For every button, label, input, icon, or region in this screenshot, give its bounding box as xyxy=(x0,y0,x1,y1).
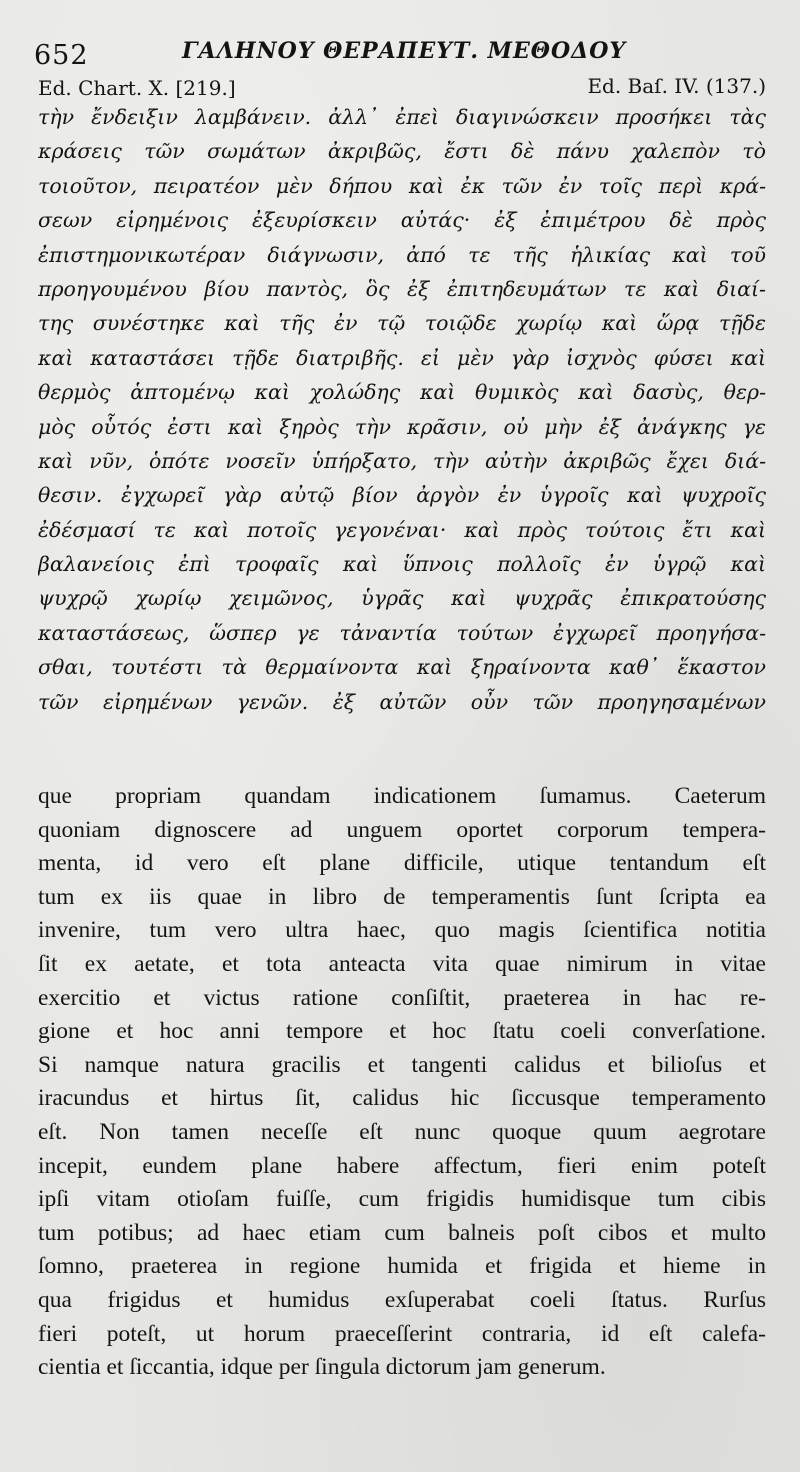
edition-reference-chartier: Ed. Chart. X. [219.] xyxy=(38,76,236,100)
greek-text-line: καταστάσεως, ὥσπερ γε τἀναντία τούτων ἐγχωρεῖ προηγήσα- xyxy=(38,620,766,645)
greek-text-line: σεων εἰρημένοις ἐξευρίσκειν αὐτάς· ἐξ ἐπιμέτρου δὲ πρὸς xyxy=(38,208,766,233)
greek-text-line: θεσιν. ἐγχωρεῖ γὰρ αὐτῷ βίον ἀργὸν ἐν ὑγροῖς καὶ ψυχροῖς xyxy=(38,483,766,508)
latin-text-line: eſt. Non tamen neceſſe eſt nunc quoque quum aegrotare xyxy=(38,1118,766,1145)
latin-text-line: tum potibus; ad haec etiam cum balneis poſt cibos et multo xyxy=(38,1219,766,1246)
edition-reference-basel: Ed. Baſ. IV. (137.) xyxy=(587,74,766,98)
greek-text-line: βαλανείοις ἐπὶ τροφαῖς καὶ ὕπνοις πολλοῖς ἐν ὑγρῷ καὶ xyxy=(38,552,766,577)
page-number: 652 xyxy=(34,40,89,71)
greek-text-line: τῶν εἰρημένων γενῶν. ἐξ αὐτῶν οὖν τῶν προηγησαμένων xyxy=(38,689,766,714)
latin-text-line: ſomno, praeterea in regione humida et frigida et hieme in xyxy=(38,1253,766,1280)
page-header xyxy=(34,36,766,70)
edition-references xyxy=(38,74,766,102)
latin-text-line: quoniam dignoscere ad unguem oportet corporum tempera- xyxy=(38,816,766,843)
greek-text-line: ψυχρῷ χωρίῳ χειμῶνος, ὑγρᾶς καὶ ψυχρᾶς ἐπικρατούσης xyxy=(38,586,766,611)
latin-text-line: tum ex iis quae in libro de temperamentis ſunt ſcripta ea xyxy=(38,883,766,910)
latin-text-line: Si namque natura gracilis et tangenti calidus et bilioſus et xyxy=(38,1051,766,1078)
latin-text-line: fieri poteſt, ut horum praeceſſerint contraria, id eſt calefa- xyxy=(38,1320,766,1347)
latin-text-line: incepit, eundem plane habere affectum, fieri enim poteſt xyxy=(38,1152,766,1179)
latin-text-line: qua frigidus et humidus exſuperabat coeli ſtatus. Rurſus xyxy=(38,1286,766,1313)
greek-text-line: καὶ καταστάσει τῇδε διατριβῆς. εἰ μὲν γὰρ ἰσχνὸς φύσει καὶ xyxy=(38,345,766,370)
latin-text-line: menta, id vero eſt plane difficile, utique tentandum eſt xyxy=(38,850,766,877)
latin-text-line: ipſi vitam otioſam fuiſſe, cum frigidis humidisque tum cibis xyxy=(38,1186,766,1213)
latin-text-block xyxy=(38,780,766,1385)
greek-text-line: τὴν ἔνδειξιν λαμβάνειν. ἀλλ᾽ ἐπεὶ διαγινώσκειν προσήκει τὰς xyxy=(38,105,766,129)
latin-text-line: ſit ex aetate, et tota anteacta vita quae nimirum in vitae xyxy=(38,950,766,977)
greek-text-line: καὶ νῦν, ὁπότε νοσεῖν ὑπήρξατο, τὴν αὐτὴν ἀκριβῶς ἔχει διά- xyxy=(38,448,766,473)
greek-text-line: κράσεις τῶν σωμάτων ἀκριβῶς, ἔστι δὲ πάνυ χαλεπὸν τὸ xyxy=(38,139,766,164)
greek-text-line: σθαι, τουτέστι τὰ θερμαίνοντα καὶ ξηραίνοντα καθ᾽ ἕκαστον xyxy=(38,655,766,680)
greek-text-line: της συνέστηκε καὶ τῆς ἐν τῷ τοιῷδε χωρίῳ καὶ ὥρᾳ τῇδε xyxy=(38,311,766,336)
latin-text-line: que propriam quandam indicationem ſumamus. Caeterum xyxy=(38,783,766,809)
greek-text-line: τοιοῦτον, πειρατέον μὲν δήπου καὶ ἐκ τῶν ἐν τοῖς περὶ κρά- xyxy=(38,173,766,198)
latin-text-line: iracundus et hirtus ſit, calidus hic ſiccusque temperamento xyxy=(38,1085,766,1112)
running-title: ΓΑΛΗΝΟΥ ΘΕΡΑΠΕΥΤ. ΜΕΘΟΔΟΥ xyxy=(182,38,627,64)
latin-text-line: exercitio et victus ratione conſiſtit, praeterea in hac re- xyxy=(38,984,766,1011)
greek-text-line: ἐπιστημονικωτέραν διάγνωσιν, ἀπό τε τῆς ἡλικίας καὶ τοῦ xyxy=(38,242,766,267)
greek-text-line: μὸς οὗτός ἐστι καὶ ξηρὸς τὴν κρᾶσιν, οὐ μὴν ἐξ ἀνάγκης γε xyxy=(38,414,766,439)
greek-text-block xyxy=(38,100,766,719)
greek-text-line: ἐδέσμασί τε καὶ ποτοῖς γεγονέναι· καὶ πρὸς τούτοις ἔτι καὶ xyxy=(38,517,766,542)
greek-text-line: προηγουμένου βίου παντὸς, ὃς ἐξ ἐπιτηδευμάτων τε καὶ διαί- xyxy=(38,276,766,301)
latin-text-line: invenire, tum vero ultra haec, quo magis ſcientifica notitia xyxy=(38,917,766,944)
latin-text-line: gione et hoc anni tempore et hoc ſtatu coeli converſatione. xyxy=(38,1018,766,1045)
latin-text-line: cientia et ſiccantia, idque per ſingula dictorum jam generum. xyxy=(38,1354,606,1381)
greek-text-line: θερμὸς ἁπτομένῳ καὶ χολώδης καὶ θυμικὸς καὶ δασὺς, θερ- xyxy=(38,380,766,405)
